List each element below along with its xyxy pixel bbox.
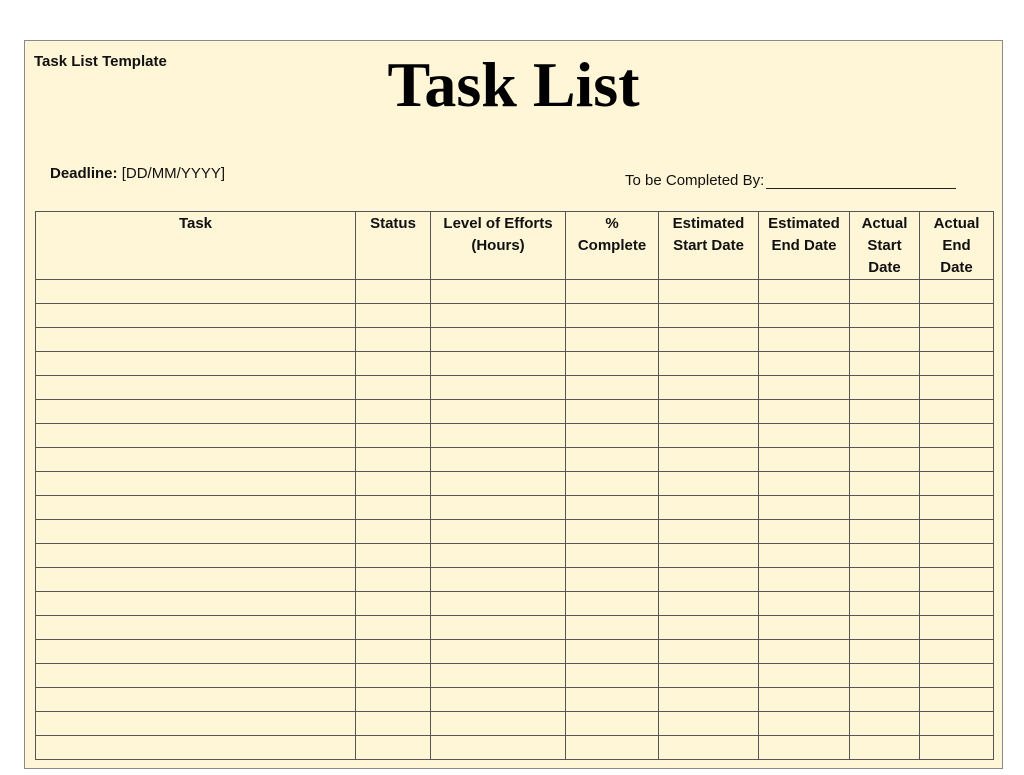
table-cell[interactable] bbox=[36, 424, 356, 448]
table-cell[interactable] bbox=[356, 688, 431, 712]
table-cell[interactable] bbox=[659, 568, 759, 592]
completed-by-label: To be Completed By: bbox=[625, 172, 765, 189]
table-cell[interactable] bbox=[920, 400, 994, 424]
table-cell[interactable] bbox=[850, 592, 920, 616]
table-cell[interactable] bbox=[356, 616, 431, 640]
table-cell[interactable] bbox=[850, 688, 920, 712]
table-cell[interactable] bbox=[566, 664, 659, 688]
table-cell[interactable] bbox=[759, 472, 850, 496]
task-table-body bbox=[36, 280, 994, 760]
table-cell[interactable] bbox=[431, 376, 566, 400]
page-title: Task List bbox=[387, 49, 640, 120]
table-cell[interactable] bbox=[566, 520, 659, 544]
table-cell[interactable] bbox=[566, 448, 659, 472]
table-cell[interactable] bbox=[850, 520, 920, 544]
table-cell[interactable] bbox=[431, 496, 566, 520]
table-cell[interactable] bbox=[36, 472, 356, 496]
column-header-estimated-end-date: Estimated End Date bbox=[759, 212, 850, 280]
table-cell[interactable] bbox=[566, 568, 659, 592]
table-cell[interactable] bbox=[920, 616, 994, 640]
table-cell[interactable] bbox=[659, 544, 759, 568]
table-cell[interactable] bbox=[431, 712, 566, 736]
column-header-task: Task bbox=[36, 212, 356, 280]
table-cell[interactable] bbox=[759, 424, 850, 448]
column-header-estimated-start-date: Estimated Start Date bbox=[659, 212, 759, 280]
table-cell[interactable] bbox=[566, 592, 659, 616]
table-cell[interactable] bbox=[920, 568, 994, 592]
table-row bbox=[36, 736, 994, 760]
table-cell[interactable] bbox=[431, 328, 566, 352]
table-cell[interactable] bbox=[659, 640, 759, 664]
table-cell[interactable] bbox=[759, 448, 850, 472]
table-cell[interactable] bbox=[36, 496, 356, 520]
table-cell[interactable] bbox=[850, 304, 920, 328]
table-cell[interactable] bbox=[36, 640, 356, 664]
table-cell[interactable] bbox=[431, 616, 566, 640]
table-cell[interactable] bbox=[850, 664, 920, 688]
table-cell[interactable] bbox=[659, 616, 759, 640]
table-cell[interactable] bbox=[759, 712, 850, 736]
table-row bbox=[36, 664, 994, 688]
table-cell[interactable] bbox=[659, 400, 759, 424]
table-cell[interactable] bbox=[356, 592, 431, 616]
table-cell[interactable] bbox=[850, 280, 920, 304]
table-cell[interactable] bbox=[759, 640, 850, 664]
table-row bbox=[36, 640, 994, 664]
completed-by-blank[interactable] bbox=[766, 172, 956, 189]
table-row bbox=[36, 712, 994, 736]
table-cell[interactable] bbox=[759, 568, 850, 592]
table-cell[interactable] bbox=[356, 520, 431, 544]
table-cell[interactable] bbox=[920, 328, 994, 352]
table-cell[interactable] bbox=[356, 400, 431, 424]
table-row bbox=[36, 616, 994, 640]
table-cell[interactable] bbox=[850, 376, 920, 400]
table-cell[interactable] bbox=[759, 376, 850, 400]
completed-by-field bbox=[625, 172, 956, 189]
table-cell[interactable] bbox=[431, 424, 566, 448]
table-cell[interactable] bbox=[920, 424, 994, 448]
table-cell[interactable] bbox=[920, 280, 994, 304]
table-cell[interactable] bbox=[850, 472, 920, 496]
table-cell[interactable] bbox=[566, 424, 659, 448]
table-cell[interactable] bbox=[566, 496, 659, 520]
table-row bbox=[36, 376, 994, 400]
table-cell[interactable] bbox=[920, 448, 994, 472]
table-header-row bbox=[36, 212, 994, 280]
table-cell[interactable] bbox=[659, 280, 759, 304]
table-cell[interactable] bbox=[659, 712, 759, 736]
table-cell[interactable] bbox=[759, 352, 850, 376]
table-cell[interactable] bbox=[920, 736, 994, 760]
table-cell[interactable] bbox=[920, 472, 994, 496]
table-cell[interactable] bbox=[759, 736, 850, 760]
table-cell[interactable] bbox=[356, 376, 431, 400]
table-cell[interactable] bbox=[850, 544, 920, 568]
table-cell[interactable] bbox=[36, 376, 356, 400]
table-row bbox=[36, 472, 994, 496]
table-cell[interactable] bbox=[759, 496, 850, 520]
table-cell[interactable] bbox=[659, 328, 759, 352]
table-cell[interactable] bbox=[566, 280, 659, 304]
table-cell[interactable] bbox=[356, 736, 431, 760]
table-cell[interactable] bbox=[850, 400, 920, 424]
table-cell[interactable] bbox=[850, 712, 920, 736]
table-cell[interactable] bbox=[850, 736, 920, 760]
template-label: Task List Template bbox=[34, 53, 167, 70]
task-table bbox=[35, 211, 994, 760]
table-cell[interactable] bbox=[850, 496, 920, 520]
table-cell[interactable] bbox=[356, 448, 431, 472]
table-cell[interactable] bbox=[36, 712, 356, 736]
column-header-percent-complete: % Complete bbox=[566, 212, 659, 280]
task-list-sheet bbox=[24, 40, 1003, 769]
table-cell[interactable] bbox=[759, 544, 850, 568]
table-cell[interactable] bbox=[659, 352, 759, 376]
column-header-level-of-efforts: Level of Efforts (Hours) bbox=[431, 212, 566, 280]
table-cell[interactable] bbox=[356, 472, 431, 496]
table-cell[interactable] bbox=[759, 592, 850, 616]
table-cell[interactable] bbox=[566, 688, 659, 712]
table-cell[interactable] bbox=[759, 616, 850, 640]
table-cell[interactable] bbox=[566, 328, 659, 352]
table-cell[interactable] bbox=[36, 544, 356, 568]
table-cell[interactable] bbox=[431, 544, 566, 568]
table-cell[interactable] bbox=[659, 664, 759, 688]
table-row bbox=[36, 280, 994, 304]
table-cell[interactable] bbox=[566, 352, 659, 376]
table-cell[interactable] bbox=[850, 640, 920, 664]
table-cell[interactable] bbox=[431, 400, 566, 424]
column-header-status: Status bbox=[356, 212, 431, 280]
table-cell[interactable] bbox=[36, 328, 356, 352]
table-cell[interactable] bbox=[356, 304, 431, 328]
table-cell[interactable] bbox=[356, 424, 431, 448]
table-cell[interactable] bbox=[759, 280, 850, 304]
table-cell[interactable] bbox=[659, 448, 759, 472]
table-cell[interactable] bbox=[356, 664, 431, 688]
table-cell[interactable] bbox=[566, 736, 659, 760]
table-cell[interactable] bbox=[566, 472, 659, 496]
table-cell[interactable] bbox=[659, 520, 759, 544]
table-cell[interactable] bbox=[356, 568, 431, 592]
table-cell[interactable] bbox=[659, 376, 759, 400]
table-row bbox=[36, 448, 994, 472]
table-cell[interactable] bbox=[920, 496, 994, 520]
table-cell[interactable] bbox=[759, 688, 850, 712]
table-cell[interactable] bbox=[850, 424, 920, 448]
table-cell[interactable] bbox=[566, 376, 659, 400]
table-cell[interactable] bbox=[566, 712, 659, 736]
table-cell[interactable] bbox=[431, 640, 566, 664]
table-cell[interactable] bbox=[566, 304, 659, 328]
table-cell[interactable] bbox=[431, 352, 566, 376]
column-header-actual-end-date: Actual End Date bbox=[920, 212, 994, 280]
table-cell[interactable] bbox=[920, 712, 994, 736]
deadline-field bbox=[50, 165, 225, 182]
table-cell[interactable] bbox=[431, 472, 566, 496]
table-cell[interactable] bbox=[36, 448, 356, 472]
table-cell[interactable] bbox=[759, 664, 850, 688]
table-cell[interactable] bbox=[659, 592, 759, 616]
table-cell[interactable] bbox=[356, 544, 431, 568]
table-row bbox=[36, 328, 994, 352]
table-row bbox=[36, 568, 994, 592]
table-cell[interactable] bbox=[759, 304, 850, 328]
table-cell[interactable] bbox=[850, 352, 920, 376]
table-row bbox=[36, 496, 994, 520]
table-cell[interactable] bbox=[431, 664, 566, 688]
table-cell[interactable] bbox=[920, 520, 994, 544]
table-cell[interactable] bbox=[920, 544, 994, 568]
deadline-label: Deadline: bbox=[50, 165, 118, 182]
table-row bbox=[36, 424, 994, 448]
table-cell[interactable] bbox=[759, 520, 850, 544]
table-row bbox=[36, 544, 994, 568]
table-cell[interactable] bbox=[356, 712, 431, 736]
table-cell[interactable] bbox=[659, 736, 759, 760]
table-cell[interactable] bbox=[356, 280, 431, 304]
table-cell[interactable] bbox=[566, 616, 659, 640]
table-cell[interactable] bbox=[920, 688, 994, 712]
table-cell[interactable] bbox=[759, 400, 850, 424]
table-row bbox=[36, 688, 994, 712]
table-cell[interactable] bbox=[850, 448, 920, 472]
table-cell[interactable] bbox=[920, 664, 994, 688]
table-cell[interactable] bbox=[431, 280, 566, 304]
table-cell[interactable] bbox=[566, 400, 659, 424]
table-cell[interactable] bbox=[659, 688, 759, 712]
table-cell[interactable] bbox=[36, 520, 356, 544]
deadline-value[interactable]: [DD/MM/YYYY] bbox=[121, 165, 226, 182]
table-cell[interactable] bbox=[566, 640, 659, 664]
table-cell[interactable] bbox=[356, 640, 431, 664]
table-cell[interactable] bbox=[36, 400, 356, 424]
table-row bbox=[36, 520, 994, 544]
table-row bbox=[36, 352, 994, 376]
table-cell[interactable] bbox=[850, 328, 920, 352]
table-cell[interactable] bbox=[920, 640, 994, 664]
table-cell[interactable] bbox=[36, 592, 356, 616]
table-cell[interactable] bbox=[920, 352, 994, 376]
table-cell[interactable] bbox=[659, 424, 759, 448]
table-cell[interactable] bbox=[36, 304, 356, 328]
table-cell[interactable] bbox=[431, 736, 566, 760]
table-cell[interactable] bbox=[36, 736, 356, 760]
table-cell[interactable] bbox=[356, 352, 431, 376]
table-cell[interactable] bbox=[659, 304, 759, 328]
table-cell[interactable] bbox=[36, 616, 356, 640]
table-row bbox=[36, 304, 994, 328]
table-cell[interactable] bbox=[659, 496, 759, 520]
table-cell[interactable] bbox=[566, 544, 659, 568]
table-cell[interactable] bbox=[431, 520, 566, 544]
table-cell[interactable] bbox=[431, 304, 566, 328]
table-cell[interactable] bbox=[659, 472, 759, 496]
table-row bbox=[36, 592, 994, 616]
table-cell[interactable] bbox=[356, 328, 431, 352]
table-cell[interactable] bbox=[759, 328, 850, 352]
table-cell[interactable] bbox=[431, 448, 566, 472]
table-cell[interactable] bbox=[36, 688, 356, 712]
table-cell[interactable] bbox=[431, 688, 566, 712]
table-cell[interactable] bbox=[920, 376, 994, 400]
column-header-actual-start-date: Actual Start Date bbox=[850, 212, 920, 280]
table-cell[interactable] bbox=[36, 280, 356, 304]
table-cell[interactable] bbox=[36, 352, 356, 376]
table-cell[interactable] bbox=[850, 568, 920, 592]
table-cell[interactable] bbox=[850, 616, 920, 640]
table-cell[interactable] bbox=[431, 568, 566, 592]
table-cell[interactable] bbox=[431, 592, 566, 616]
table-cell[interactable] bbox=[920, 304, 994, 328]
table-cell[interactable] bbox=[36, 664, 356, 688]
table-row bbox=[36, 400, 994, 424]
table-cell[interactable] bbox=[920, 592, 994, 616]
table-cell[interactable] bbox=[356, 496, 431, 520]
table-cell[interactable] bbox=[36, 568, 356, 592]
